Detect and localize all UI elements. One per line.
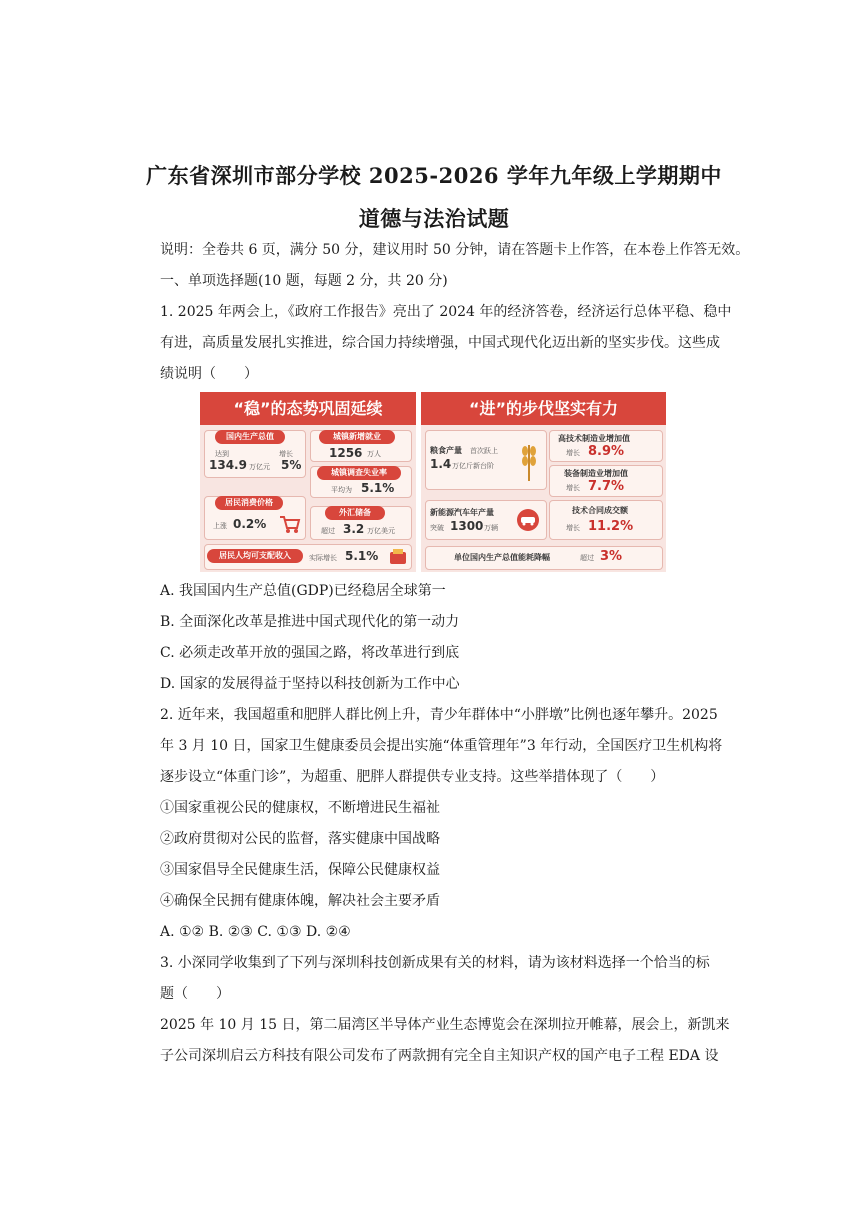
energy-value: 3% bbox=[600, 549, 623, 564]
fx-unit: 万亿美元 bbox=[367, 527, 395, 535]
unemployment-card bbox=[310, 466, 412, 498]
income-label: 居民人均可支配收入 bbox=[207, 549, 303, 563]
unemployment-value: 5.1% bbox=[361, 481, 395, 495]
nev-unit: 万辆 bbox=[484, 524, 498, 532]
gdp-card bbox=[204, 430, 306, 478]
tech-contract-value: 11.2% bbox=[588, 519, 634, 534]
unemployment-prefix: 平均为 bbox=[331, 486, 352, 494]
equipment-card bbox=[549, 465, 663, 497]
jobs-unit: 万人 bbox=[367, 450, 381, 458]
q3-stem-line2: 题（ ） bbox=[160, 986, 230, 1002]
gdp-growth-label: 增长 bbox=[279, 450, 293, 458]
q3-material-line1: 2025 年 10 月 15 日，第二届湾区半导体产业生态博览会在深圳拉开帷幕，展会上，新凯来 bbox=[160, 1017, 730, 1033]
q2-stem-line3: 逐步设立“体重门诊”，为超重、肥胖人群提供专业支持。这些举措体现了（ ） bbox=[160, 769, 665, 785]
q2-item-1: ①国家重视公民的健康权，不断增进民生福祉 bbox=[160, 800, 440, 816]
tech-contract-prefix: 增长 bbox=[566, 524, 580, 532]
q1-stem-line1: 1. 2025 年两会上，《政府工作报告》亮出了 2024 年的经济答卷，经济运行总体平稳、稳中 bbox=[160, 304, 732, 320]
hitech-prefix: 增长 bbox=[566, 449, 580, 457]
car-icon bbox=[516, 509, 540, 531]
fx-value: 3.2 bbox=[343, 522, 365, 536]
grain-value: 1.4 bbox=[430, 457, 452, 471]
exam-title-line1: 广东省深圳市部分学校 2025-2026 学年九年级上学期期中 bbox=[146, 163, 722, 188]
grain-unit: 万亿斤新台阶 bbox=[452, 462, 494, 470]
q1-option-c: C. 必须走改革开放的强国之路，将改革进行到底 bbox=[160, 645, 460, 661]
equipment-label: 装备制造业增加值 bbox=[564, 469, 628, 478]
q2-stem-line1: 2. 近年来，我国超重和肥胖人群比例上升，青少年群体中“小胖墩”比例也逐年攀升。2025 bbox=[160, 707, 718, 723]
equipment-value: 7.7% bbox=[588, 479, 625, 494]
nev-value: 1300 bbox=[450, 519, 484, 533]
energy-label: 单位国内生产总值能耗降幅 bbox=[454, 553, 550, 562]
stable-infographic bbox=[200, 392, 416, 572]
grain-text: 首次跃上 bbox=[470, 447, 498, 455]
q2-item-3: ③国家倡导全民健康生活，保障公民健康权益 bbox=[160, 862, 440, 878]
q2-item-4: ④确保全民拥有健康体魄，解决社会主要矛盾 bbox=[160, 893, 440, 909]
fx-label: 外汇储备 bbox=[325, 506, 385, 520]
q2-stem-line2: 年 3 月 10 日，国家卫生健康委员会提出实施“体重管理年”3 年行动，全国医疗卫生机构将 bbox=[160, 738, 723, 754]
nev-card bbox=[425, 500, 547, 540]
stable-title: “稳”的态势巩固延续 bbox=[200, 392, 416, 425]
progress-title: “进”的步伐坚实有力 bbox=[421, 392, 666, 425]
income-prefix: 实际增长 bbox=[309, 554, 337, 562]
gdp-growth: 5% bbox=[281, 458, 302, 472]
hitech-label: 高技术制造业增加值 bbox=[558, 434, 630, 443]
exam-title-line2: 道德与法治试题 bbox=[358, 206, 510, 231]
cpi-value: 0.2% bbox=[233, 517, 267, 531]
q2-options: A. ①② B. ②③ C. ①③ D. ②④ bbox=[160, 924, 351, 940]
cpi-prefix: 上涨 bbox=[213, 522, 227, 530]
grain-card bbox=[425, 430, 547, 490]
energy-prefix: 超过 bbox=[580, 554, 594, 562]
income-card bbox=[204, 544, 412, 570]
gdp-reach: 达到 bbox=[215, 450, 229, 458]
cpi-card bbox=[204, 496, 306, 540]
grain-label: 粮食产量 bbox=[430, 446, 462, 455]
q1-option-a: A. 我国国内生产总值(GDP)已经稳居全球第一 bbox=[160, 583, 446, 599]
energy-card bbox=[425, 546, 663, 570]
q3-stem-line1: 3. 小深同学收集到了下列与深圳科技创新成果有关的材料，请为该材料选择一个恰当的标 bbox=[160, 955, 710, 971]
q2-item-2: ②政府贯彻对公民的监督，落实健康中国战略 bbox=[160, 831, 440, 847]
unemployment-label: 城镇调查失业率 bbox=[317, 466, 401, 480]
jobs-label: 城镇新增就业 bbox=[319, 430, 395, 444]
nev-label: 新能源汽车年产量 bbox=[430, 508, 494, 517]
hitech-card bbox=[549, 430, 663, 462]
q1-option-b: B. 全面深化改革是推进中国式现代化的第一动力 bbox=[160, 614, 460, 630]
jobs-card bbox=[310, 430, 412, 462]
q1-stem-line2: 有进，高质量发展扎实推进，综合国力持续增强，中国式现代化迈出新的坚实步伐。这些成 bbox=[160, 335, 720, 351]
income-value: 5.1% bbox=[345, 549, 379, 563]
equipment-prefix: 增长 bbox=[566, 484, 580, 492]
gdp-label: 国内生产总值 bbox=[215, 430, 285, 444]
jobs-value: 1256 bbox=[329, 446, 363, 460]
instructions: 说明：全卷共 6 页，满分 50 分，建议用时 50 分钟，请在答题卡上作答，在本卷上作答无效。 bbox=[160, 242, 750, 258]
nev-prefix: 突破 bbox=[430, 524, 444, 532]
section-heading: 一、单项选择题(10 题，每题 2 分，共 20 分) bbox=[160, 273, 448, 289]
q1-stem-line3: 绩说明（ ） bbox=[160, 366, 258, 382]
progress-infographic bbox=[421, 392, 666, 572]
wallet-icon bbox=[389, 548, 407, 566]
gdp-value: 134.9 bbox=[209, 458, 247, 472]
cpi-label: 居民消费价格 bbox=[215, 496, 283, 510]
fx-prefix: 超过 bbox=[321, 527, 335, 535]
q3-material-line2: 子公司深圳启云方科技有限公司发布了两款拥有完全自主知识产权的国产电子工程 EDA 设 bbox=[160, 1048, 719, 1064]
shopping-cart-icon bbox=[279, 514, 301, 534]
hitech-value: 8.9% bbox=[588, 444, 625, 459]
q1-option-d: D. 国家的发展得益于坚持以科技创新为工作中心 bbox=[160, 676, 460, 692]
tech-contract-label: 技术合同成交额 bbox=[572, 506, 628, 515]
tech-contract-card bbox=[549, 500, 663, 540]
gdp-unit: 万亿元 bbox=[249, 463, 270, 471]
fx-card bbox=[310, 506, 412, 540]
wheat-icon bbox=[516, 441, 542, 481]
